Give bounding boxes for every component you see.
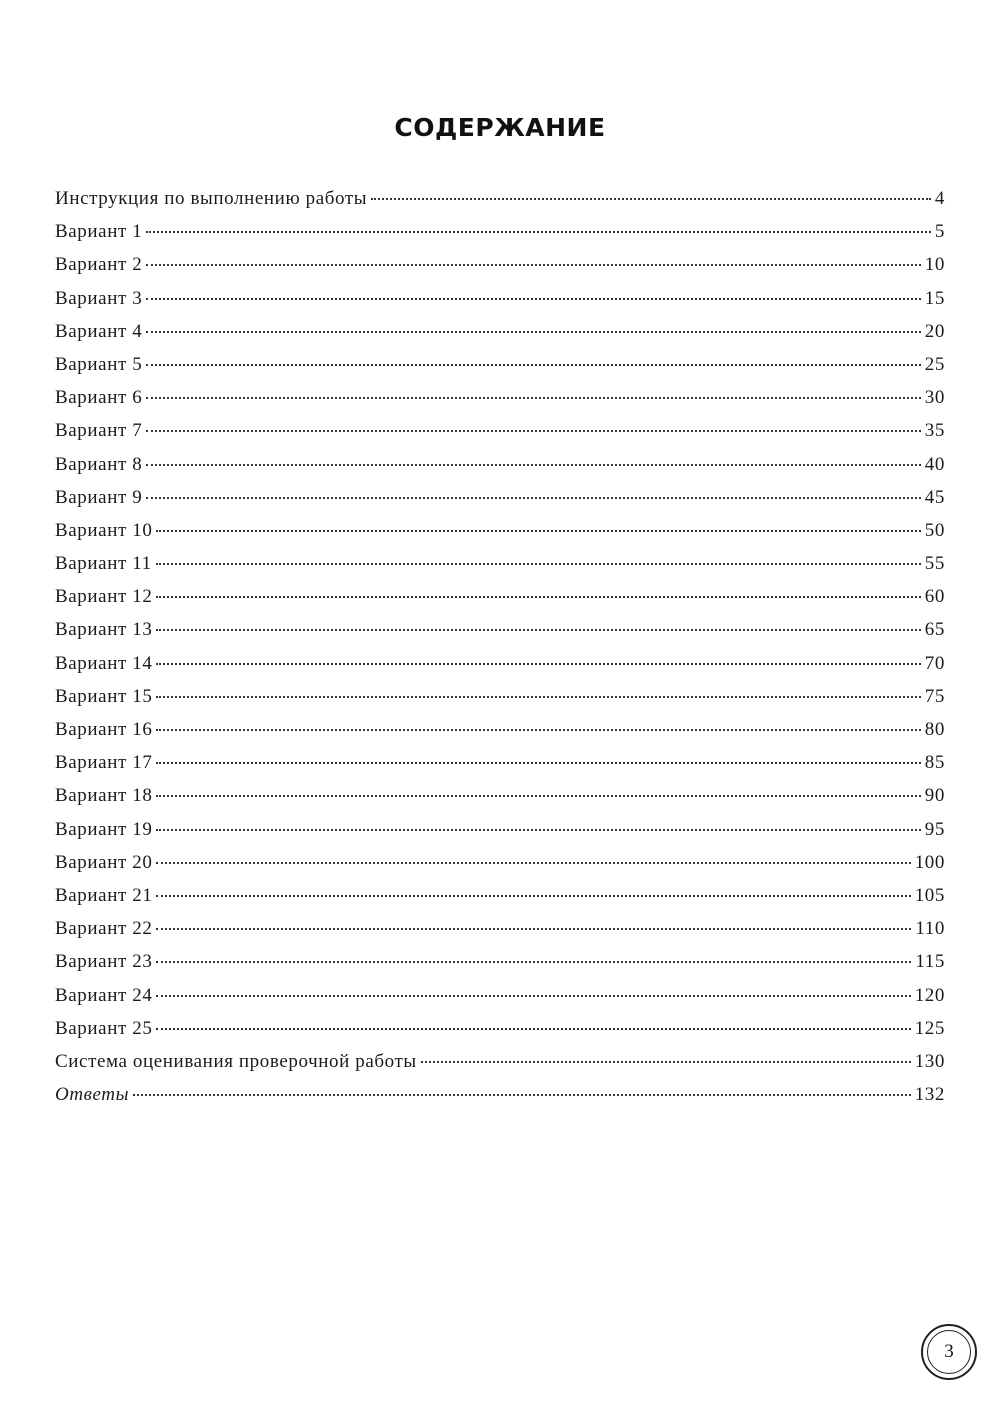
toc-entry-page: 75 (924, 685, 945, 707)
toc-entry[interactable] (55, 586, 945, 619)
toc-entry[interactable] (55, 188, 945, 221)
toc-entry-label: Вариант 19 (55, 818, 153, 840)
page-number: 3 (927, 1330, 971, 1374)
toc-entry[interactable] (55, 454, 945, 487)
toc-entry[interactable] (55, 487, 945, 520)
toc-entry[interactable] (55, 288, 945, 321)
toc-entry[interactable] (55, 420, 945, 453)
toc-entry-label: Вариант 22 (55, 918, 153, 940)
toc-entry-label: Вариант 18 (55, 785, 153, 807)
toc-entry[interactable] (55, 221, 945, 254)
toc-entry[interactable] (55, 1084, 945, 1117)
dot-leader (156, 862, 910, 864)
toc-entry[interactable] (55, 653, 945, 686)
toc-entry-label: Вариант 4 (55, 320, 143, 342)
dot-leader (371, 198, 931, 200)
toc-entry[interactable] (55, 785, 945, 818)
dot-leader (156, 995, 910, 997)
dot-leader (156, 961, 911, 963)
toc-entry-page: 60 (924, 586, 945, 608)
toc-entry-page: 50 (924, 519, 945, 541)
dot-leader (156, 1028, 910, 1030)
toc-entry-page: 10 (924, 254, 945, 276)
toc-entry-label: Вариант 23 (55, 951, 153, 973)
toc-entry-page: 115 (915, 951, 945, 973)
toc-entry[interactable] (55, 752, 945, 785)
toc-entry-label: Вариант 5 (55, 353, 143, 375)
dot-leader (146, 430, 920, 432)
toc-entry-label: Вариант 7 (55, 420, 143, 442)
toc-entry-page: 65 (924, 619, 945, 641)
toc-entry-page: 105 (914, 884, 945, 906)
dot-leader (156, 696, 920, 698)
toc-entry[interactable] (55, 819, 945, 852)
toc-entry-label: Вариант 6 (55, 387, 143, 409)
toc-entry-label: Вариант 21 (55, 884, 153, 906)
dot-leader (146, 464, 920, 466)
dot-leader (146, 264, 920, 266)
dot-leader (146, 231, 931, 233)
toc-entry-page: 95 (924, 818, 945, 840)
dot-leader (133, 1094, 911, 1096)
dot-leader (156, 663, 920, 665)
toc-entry-page: 25 (924, 353, 945, 375)
toc-entry-page: 120 (914, 984, 945, 1006)
toc-entry[interactable] (55, 918, 945, 951)
toc-entry-label: Ответы (55, 1084, 130, 1106)
toc-entry-page: 45 (924, 486, 945, 508)
toc-entry-label: Вариант 11 (55, 553, 152, 575)
toc-entry-label: Вариант 8 (55, 453, 143, 475)
toc-entry[interactable] (55, 553, 945, 586)
dot-leader (156, 530, 920, 532)
dot-leader (146, 331, 920, 333)
toc-entry-page: 80 (924, 719, 945, 740)
toc-entry-label: Вариант 10 (55, 519, 153, 541)
toc-entry-page: 4 (934, 188, 945, 209)
toc-entry[interactable] (55, 520, 945, 553)
toc-entry[interactable] (55, 719, 945, 752)
toc-entry-page: 30 (924, 387, 945, 409)
dot-leader (156, 563, 921, 565)
toc-entry-label: Вариант 17 (55, 752, 153, 774)
toc-entry[interactable] (55, 254, 945, 287)
toc-entry-page: 125 (914, 1017, 945, 1039)
toc-entry-page: 70 (924, 652, 945, 674)
toc-entry-label: Вариант 20 (55, 851, 153, 873)
toc-entry-label: Вариант 1 (55, 221, 143, 243)
toc-entry[interactable] (55, 387, 945, 420)
toc-entry-page: 100 (914, 851, 945, 873)
toc-entry[interactable] (55, 1051, 945, 1084)
toc-entry-page: 15 (924, 287, 945, 309)
dot-leader (156, 762, 920, 764)
toc-entry[interactable] (55, 354, 945, 387)
toc-entry-label: Система оценивания проверочной работы (55, 1050, 417, 1072)
toc-entry-label: Вариант 24 (55, 984, 153, 1006)
dot-leader (156, 629, 920, 631)
page-number-badge (921, 1324, 977, 1380)
toc-entry-page: 132 (914, 1084, 945, 1106)
toc-entry-page: 20 (924, 320, 945, 342)
toc-entry-label: Инструкция по выполнению работы (55, 188, 368, 209)
dot-leader (156, 829, 920, 831)
dot-leader (146, 397, 920, 399)
toc-entry-page: 40 (924, 453, 945, 475)
table-of-contents (55, 188, 945, 1117)
toc-entry[interactable] (55, 321, 945, 354)
toc-entry-label: Вариант 25 (55, 1017, 153, 1039)
dot-leader (156, 729, 920, 731)
toc-entry-label: Вариант 2 (55, 254, 143, 276)
toc-entry[interactable] (55, 1018, 945, 1051)
dot-leader (421, 1061, 911, 1063)
toc-entry[interactable] (55, 686, 945, 719)
toc-entry[interactable] (55, 885, 945, 918)
toc-entry-label: Вариант 3 (55, 287, 143, 309)
toc-entry-label: Вариант 14 (55, 652, 153, 674)
toc-entry-label: Вариант 16 (55, 719, 153, 740)
toc-entry-page: 35 (924, 420, 945, 442)
dot-leader (156, 795, 920, 797)
dot-leader (146, 497, 920, 499)
toc-entry[interactable] (55, 852, 945, 885)
toc-entry-label: Вариант 9 (55, 486, 143, 508)
toc-entry-page: 85 (924, 752, 945, 774)
toc-entry-label: Вариант 12 (55, 586, 153, 608)
dot-leader (156, 928, 911, 930)
toc-entry-page: 55 (924, 553, 945, 575)
dot-leader (156, 596, 920, 598)
toc-entry-page: 90 (924, 785, 945, 807)
page-title: СОДЕРЖАНИЕ (394, 113, 606, 142)
toc-entry-label: Вариант 13 (55, 619, 153, 641)
toc-entry-page: 130 (914, 1050, 945, 1072)
toc-entry-page: 110 (915, 918, 945, 940)
toc-entry[interactable] (55, 985, 945, 1018)
toc-entry-label: Вариант 15 (55, 685, 153, 707)
dot-leader (156, 895, 910, 897)
dot-leader (146, 298, 920, 300)
dot-leader (146, 364, 920, 366)
toc-entry[interactable] (55, 951, 945, 984)
toc-entry-page: 5 (934, 221, 945, 243)
toc-entry[interactable] (55, 619, 945, 652)
